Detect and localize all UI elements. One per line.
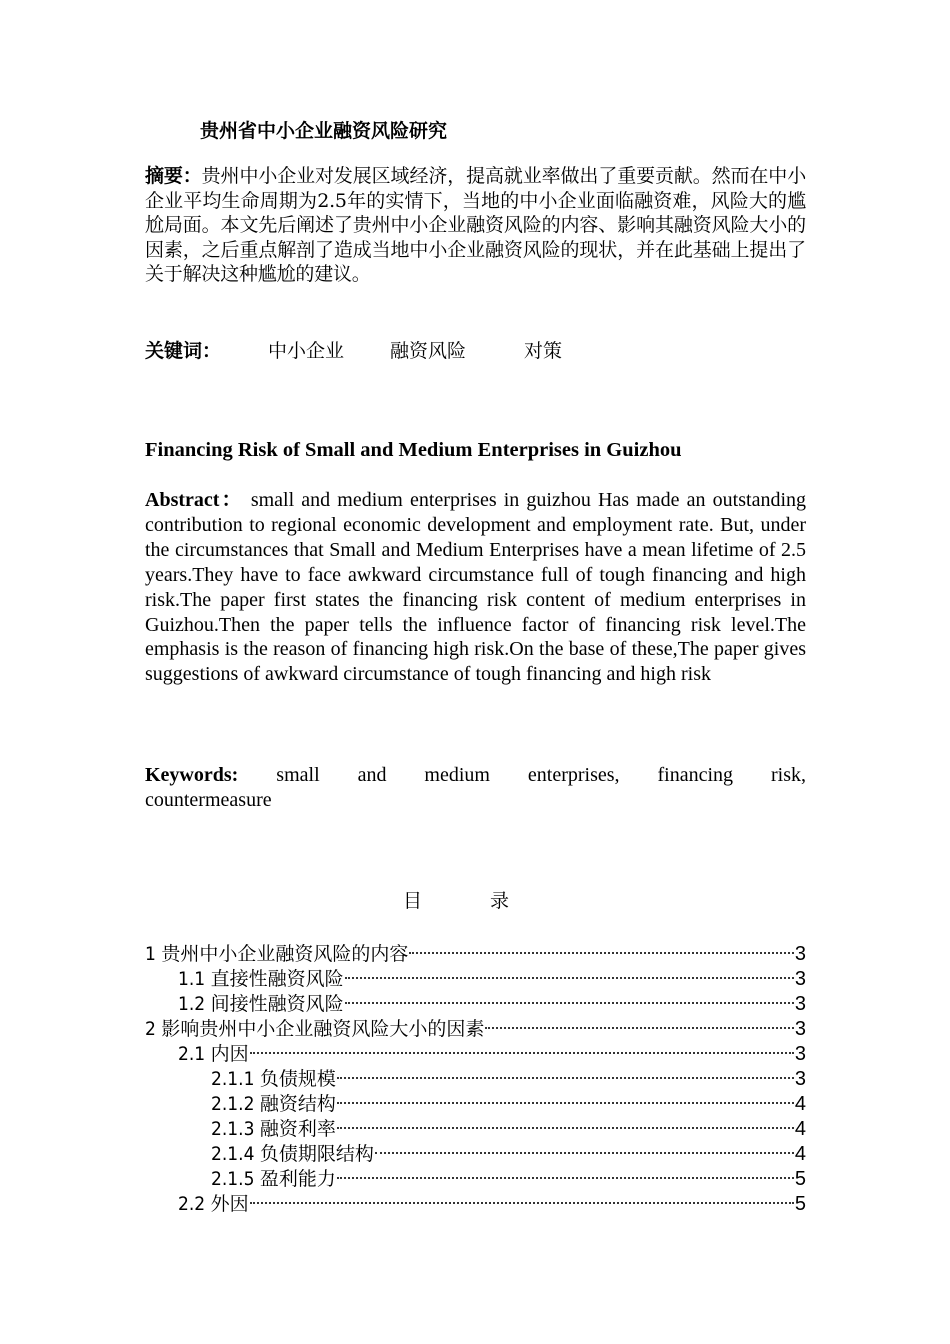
english-abstract-label: Abstract： [145, 489, 244, 511]
chinese-keywords [145, 339, 562, 363]
toc-entry-title: 直接性融资风险 [210, 968, 344, 990]
toc-entry-number: 2.1.3 [211, 1118, 255, 1140]
toc-entry[interactable] [145, 935, 806, 965]
chinese-abstract-label: 摘要： [145, 165, 202, 187]
english-keywords-text: small and medium enterprises, financing risk, countermeasure [145, 764, 807, 811]
toc-leader-dots [336, 1160, 795, 1185]
toc-entry-page: 4 [794, 1093, 806, 1115]
toc-leader-dots [336, 1110, 795, 1135]
toc-entry-number: 2.1.2 [211, 1093, 255, 1115]
toc-entry-number: 2.1.1 [211, 1068, 255, 1090]
toc-leader-dots [374, 1135, 795, 1160]
toc-entry-title: 负债规模 [259, 1068, 336, 1090]
toc-leader-dots [408, 935, 795, 960]
english-abstract-text: small and medium enterprises in guizhou Has made an outstanding contribution to regional economic development and employment rate. But, under the circumstances that Small and Medium Enterprises have a mean lifetime of 2.5 years.They have to face awkward circumstance full of tough financing and high risk.The paper first states the financing risk content of medium enterprises in Guizhou.Then the paper tells the influence factor of financing risk level.The emphasis is the reason of financing high risk.On the base of these,The paper gives suggestions of awkward circumstance of tough financing and high risk [145, 489, 806, 686]
chinese-keyword: 对策 [524, 340, 563, 362]
toc-entry-title: 融资结构 [259, 1093, 336, 1115]
chinese-title: 贵州省中小企业融资风险研究 [200, 120, 448, 142]
toc-entry-page: 3 [794, 943, 806, 965]
toc-leader-dots [249, 1035, 795, 1060]
english-keywords [145, 763, 806, 813]
toc-entry-number: 2.1 [178, 1043, 206, 1065]
toc-entry-title: 贵州中小企业融资风险的内容 [161, 943, 409, 965]
toc-entry-page: 5 [794, 1193, 806, 1215]
toc-entry-title: 盈利能力 [259, 1168, 336, 1190]
toc-entry-title: 内因 [210, 1043, 249, 1065]
toc-entry-number: 2.2 [178, 1193, 206, 1215]
toc-entry-page: 3 [794, 1043, 806, 1065]
toc-entry-title: 负债期限结构 [259, 1143, 374, 1165]
toc-entry-page: 5 [794, 1168, 806, 1190]
toc-entry-page: 3 [794, 1018, 806, 1040]
english-keywords-label: Keywords: [145, 764, 239, 786]
toc-entry-title: 融资利率 [259, 1118, 336, 1140]
chinese-keywords-label: 关键词： [145, 340, 222, 362]
chinese-abstract [145, 164, 806, 287]
table-of-contents [145, 935, 806, 1215]
toc-entry-number: 2.1.5 [211, 1168, 255, 1190]
toc-entry-page: 3 [794, 968, 806, 990]
toc-heading-right: 录 [490, 890, 510, 912]
toc-entry-title: 影响贵州中小企业融资风险大小的因素 [161, 1018, 485, 1040]
toc-entry-number: 2.1.4 [211, 1143, 255, 1165]
toc-entry-title: 间接性融资风险 [210, 993, 344, 1015]
toc-entry-title: 外因 [210, 1193, 249, 1215]
english-abstract [145, 488, 806, 687]
toc-entry-number: 1.1 [178, 968, 206, 990]
toc-leader-dots [249, 1185, 795, 1210]
toc-heading [403, 886, 509, 913]
chinese-keyword: 中小企业 [268, 340, 345, 362]
toc-heading-left: 目 [403, 890, 423, 912]
toc-entry-number: 1.2 [178, 993, 206, 1015]
toc-entry-page: 4 [794, 1143, 806, 1165]
toc-entry-page: 3 [794, 993, 806, 1015]
toc-leader-dots [336, 1060, 795, 1085]
toc-entry-page: 3 [794, 1068, 806, 1090]
toc-entry-number: 1 [145, 943, 156, 965]
toc-entry-number: 2 [145, 1018, 156, 1040]
toc-leader-dots [344, 985, 795, 1010]
toc-leader-dots [484, 1010, 795, 1035]
toc-leader-dots [344, 960, 795, 985]
english-title: Financing Risk of Small and Medium Enterprises in Guizhou [145, 439, 682, 461]
toc-entry-page: 4 [794, 1118, 806, 1140]
chinese-keyword: 融资风险 [390, 340, 467, 362]
toc-leader-dots [336, 1085, 795, 1110]
chinese-abstract-text: 贵州中小企业对发展区域经济，提高就业率做出了重要贡献。然而在中小企业平均生命周期为2.5年的实情下，当地的中小企业面临融资难，风险大的尴尬局面。本文先后阐述了贵州中小企业融资风险的内容、影响其融资风险大小的因素，之后重点解剖了造成当地中小企业融资风险的现状，并在此基础上提出了关于解决这种尴尬的建议。 [145, 165, 806, 286]
